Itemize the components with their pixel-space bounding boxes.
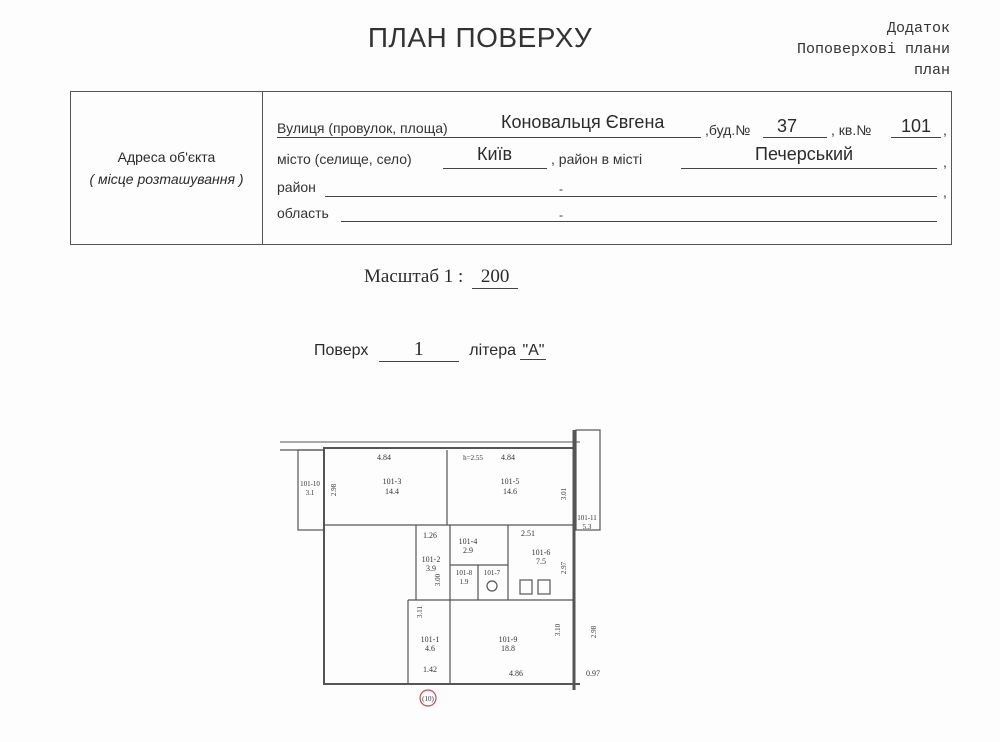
dim-4: 3.01 bbox=[560, 487, 568, 501]
city-label: місто (селище, село) bbox=[277, 151, 412, 167]
bud-underline bbox=[763, 137, 827, 138]
floor-line bbox=[314, 338, 546, 362]
dim-9: 3.11 bbox=[416, 606, 424, 618]
room-area: 1.9 bbox=[459, 578, 469, 586]
street-row bbox=[277, 120, 448, 136]
street-label: Вулиця (провулок, площа) bbox=[277, 120, 448, 136]
oblast-underline bbox=[341, 221, 937, 222]
room-area: 3.9 bbox=[426, 564, 436, 573]
oblast-label: область bbox=[277, 205, 329, 221]
street-value: Коновальця Євгена bbox=[501, 112, 665, 132]
dim-6: 2.97 bbox=[560, 561, 568, 575]
street-underline bbox=[277, 137, 701, 138]
dim-12: 4.86 bbox=[509, 669, 523, 678]
raion-comma: , bbox=[943, 184, 947, 200]
floor-plan-drawing bbox=[280, 420, 620, 720]
room-id: 101-5 bbox=[500, 477, 520, 486]
address-label: Адреса об'єкта bbox=[117, 149, 216, 165]
raion-value: - bbox=[559, 182, 563, 196]
dim-2: 4.84 bbox=[501, 453, 515, 462]
room-id: 101-4 bbox=[458, 537, 478, 546]
room-id: 101-8 bbox=[455, 569, 473, 577]
toilet-fixture bbox=[487, 581, 497, 591]
raion-underline bbox=[325, 196, 937, 197]
corner-line-3: план bbox=[913, 62, 950, 79]
kv-underline bbox=[891, 137, 941, 138]
litera-label: літера bbox=[469, 342, 516, 359]
room-id: 101-11 bbox=[577, 514, 597, 522]
outer-wall bbox=[324, 448, 574, 684]
kv-label: , кв.№ bbox=[831, 122, 872, 138]
dim-7: 1.26 bbox=[423, 531, 437, 540]
corner-note bbox=[797, 18, 950, 81]
room-id: 101-10 bbox=[300, 480, 320, 488]
city-comma: , bbox=[943, 154, 947, 170]
address-sublabel: ( місце розташування ) bbox=[89, 171, 244, 187]
litera-value: "А" bbox=[522, 342, 545, 359]
city-underline bbox=[443, 168, 547, 169]
bud-label: ,буд.№ bbox=[705, 122, 751, 138]
room-id: 101-1 bbox=[420, 635, 440, 644]
room-id: 101-6 bbox=[531, 548, 551, 557]
fixture-1 bbox=[520, 580, 532, 594]
street-comma: , bbox=[943, 122, 947, 138]
room-area: 4.6 bbox=[425, 644, 435, 653]
dim-5: 2.51 bbox=[521, 529, 535, 538]
room-id: 101-2 bbox=[421, 555, 441, 564]
room-area: 18.8 bbox=[501, 644, 515, 653]
floor-label: Поверх bbox=[314, 342, 369, 359]
district-city-value: Печерський bbox=[755, 144, 854, 164]
height-note: h=2.55 bbox=[463, 454, 483, 462]
dim-13: 0.97 bbox=[586, 669, 600, 678]
dim-3: 2.98 bbox=[330, 483, 338, 497]
address-box bbox=[70, 91, 952, 245]
district-city-label: , район в місті bbox=[551, 151, 643, 167]
dim-11: 2.98 bbox=[590, 625, 598, 639]
city-value: Київ bbox=[477, 144, 513, 164]
room-id: 101-9 bbox=[498, 635, 518, 644]
fixture-2 bbox=[538, 580, 550, 594]
scale-value: 200 bbox=[472, 266, 518, 289]
kv-value: 101 bbox=[901, 116, 932, 136]
dim-1: 4.84 bbox=[377, 453, 391, 462]
room-area: 14.6 bbox=[503, 487, 517, 496]
corner-line-2: Поповерхові плани bbox=[796, 41, 950, 58]
scale-label: Масштаб 1 : bbox=[364, 266, 464, 287]
room-id: 101-7 bbox=[483, 569, 501, 577]
dim-8: 3.00 bbox=[434, 573, 442, 587]
room-area: 7.5 bbox=[536, 557, 546, 566]
raion-label: район bbox=[277, 179, 316, 195]
district-city-underline bbox=[681, 168, 937, 169]
room-area: 3.1 bbox=[305, 489, 315, 497]
dim-10: 3.10 bbox=[554, 623, 562, 637]
floor-plan-walls bbox=[280, 430, 600, 706]
entry-marker: (10) bbox=[422, 695, 434, 703]
scale-line bbox=[364, 266, 518, 289]
room-area: 14.4 bbox=[385, 487, 399, 496]
corner-line-1: Додаток bbox=[886, 20, 950, 37]
room-id: 101-3 bbox=[382, 477, 402, 486]
floor-value: 1 bbox=[379, 338, 459, 362]
room-area: 2.9 bbox=[463, 546, 473, 555]
room-area: 5.3 bbox=[582, 523, 592, 531]
page-title: ПЛАН ПОВЕРХУ bbox=[367, 22, 593, 53]
address-left-cell bbox=[71, 92, 263, 244]
dim-14: 1.42 bbox=[423, 665, 437, 674]
oblast-value: - bbox=[559, 208, 563, 222]
bud-value: 37 bbox=[777, 116, 798, 136]
